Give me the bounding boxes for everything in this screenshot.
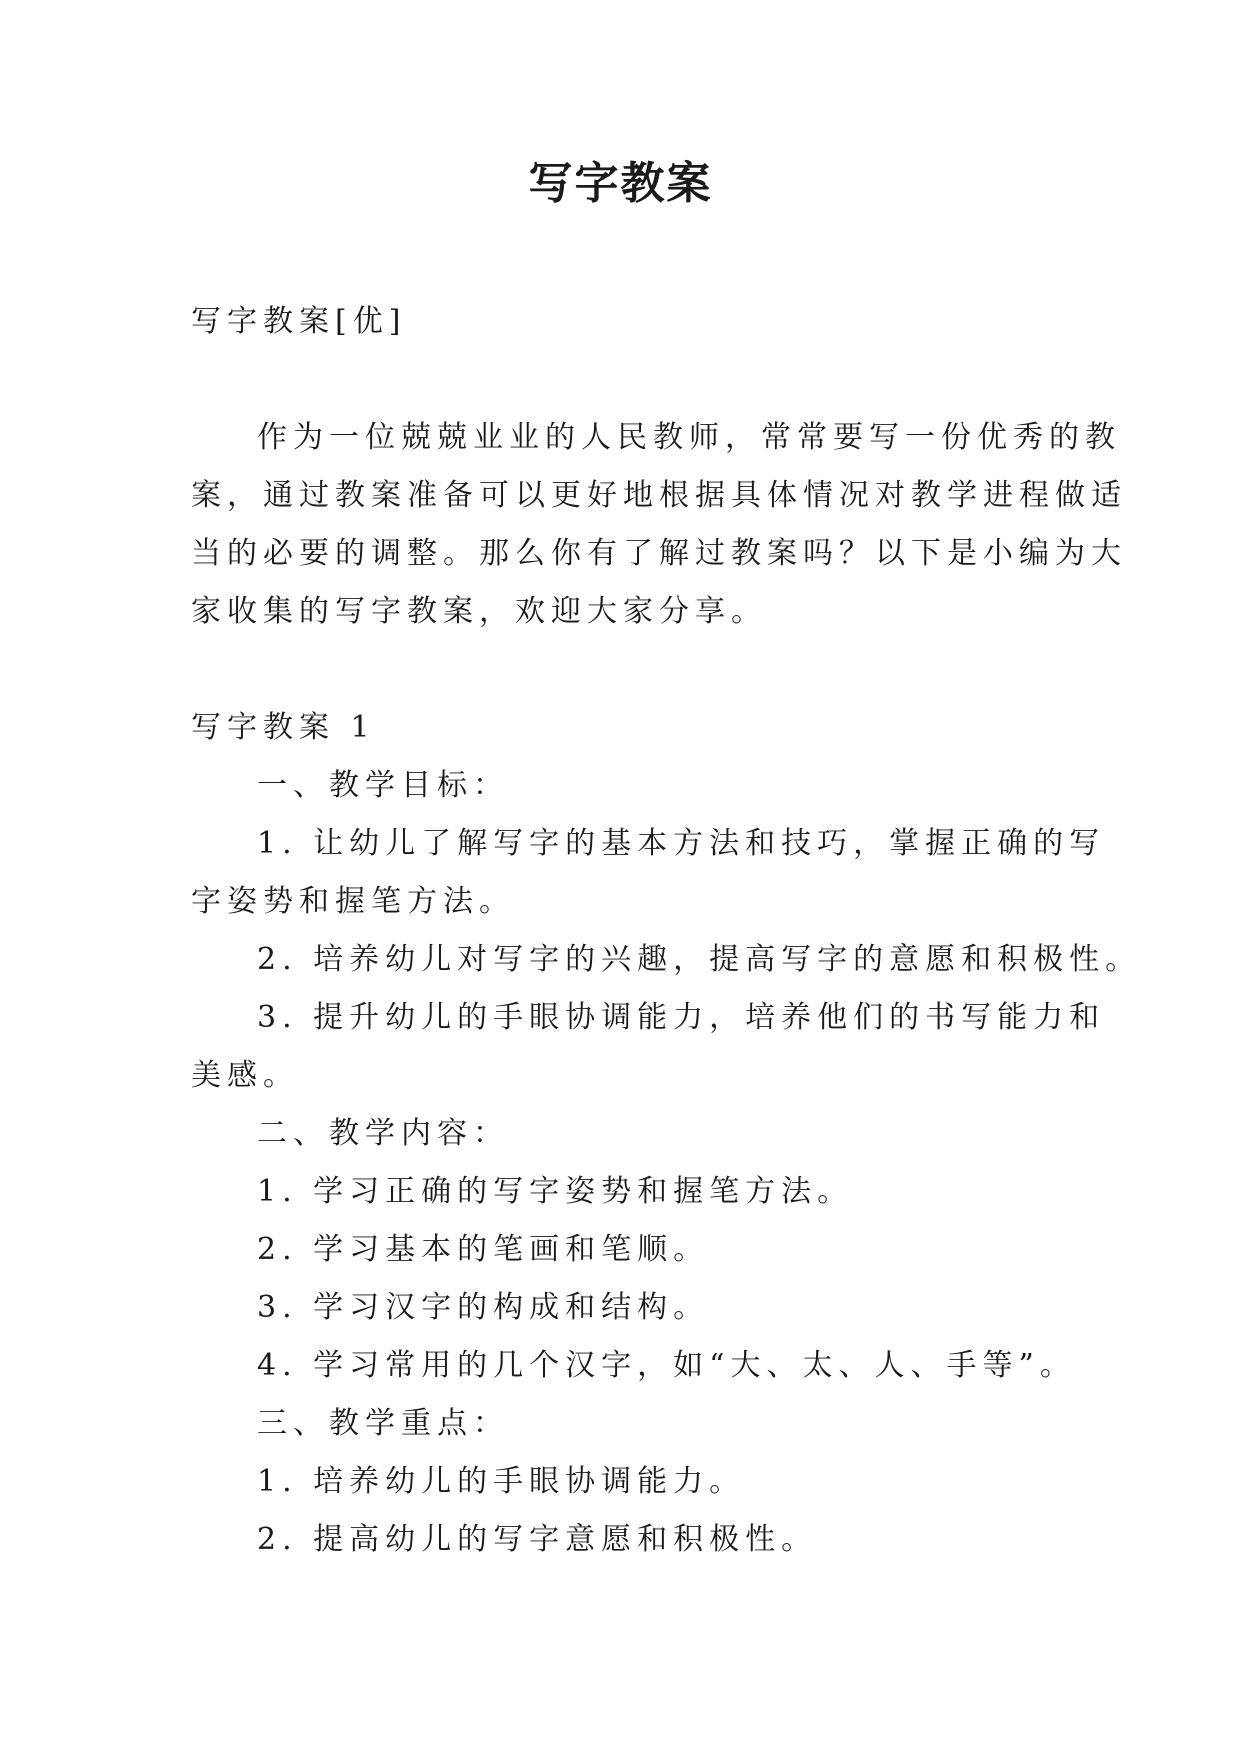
section-title: 写字教案 1 (191, 710, 376, 745)
intro-line: 案，通过教案准备可以更好地根据具体情况对教学进程做适 (191, 478, 1127, 513)
intro-line: 当的必要的调整。那么你有了解过教案吗？以下是小编为大 (191, 536, 1127, 571)
goals-heading: 一、教学目标： (257, 768, 509, 803)
goal-item-continued: 美感。 (191, 1058, 299, 1093)
content-item: 4. 学习常用的几个汉字，如“大、太、人、手等”。 (257, 1348, 1076, 1383)
intro-line: 家收集的写字教案，欢迎大家分享。 (191, 594, 767, 629)
intro-line: 作为一位兢兢业业的人民教师，常常要写一份优秀的教 (257, 420, 1121, 455)
goal-item: 2. 培养幼儿对写字的兴趣，提高写字的意愿和积极性。 (257, 942, 1142, 977)
document-title: 写字教案 (528, 158, 713, 209)
content-heading: 二、教学内容： (257, 1116, 509, 1151)
document-body (191, 293, 1142, 1569)
content-item: 1. 学习正确的写字姿势和握笔方法。 (257, 1174, 854, 1209)
goal-item-continued: 字姿势和握笔方法。 (191, 884, 515, 919)
focus-item: 2. 提高幼儿的写字意愿和积极性。 (257, 1522, 818, 1557)
content-item: 2. 学习基本的笔画和笔顺。 (257, 1232, 710, 1267)
goal-item: 3. 提升幼儿的手眼协调能力，培养他们的书写能力和 (257, 1000, 1106, 1035)
content-item: 3. 学习汉字的构成和结构。 (257, 1290, 710, 1325)
subtitle: 写字教案[优] (191, 304, 407, 339)
goal-item: 1. 让幼儿了解写字的基本方法和技巧，掌握正确的写 (257, 826, 1106, 861)
focus-heading: 三、教学重点： (257, 1406, 509, 1441)
focus-item: 1. 培养幼儿的手眼协调能力。 (257, 1464, 746, 1499)
